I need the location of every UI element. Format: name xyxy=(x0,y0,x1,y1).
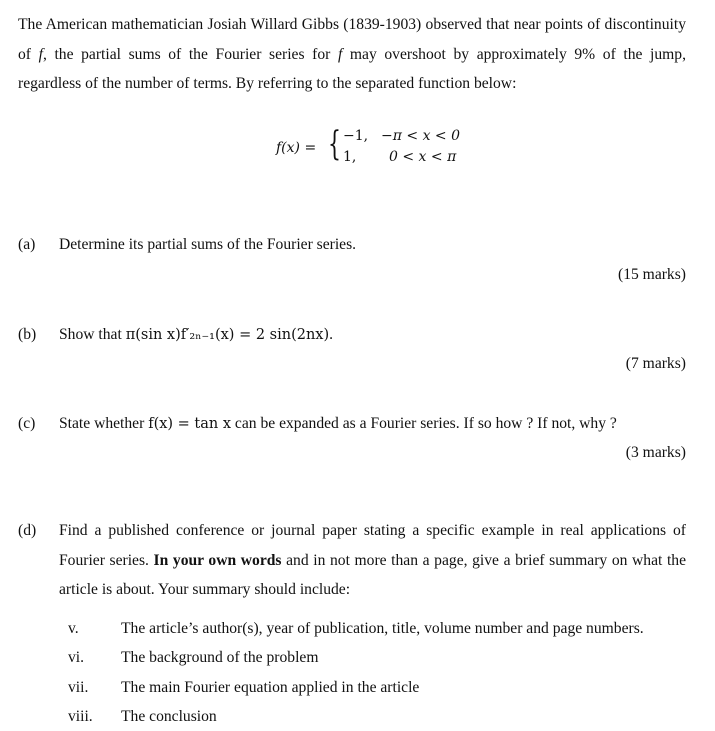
list-item-text: The conclusion xyxy=(121,708,217,725)
intro-text-1: The American mathematician Josiah Willard Gibbs (1839-1903) observed that near points of discontinuity of xyxy=(18,16,686,63)
question-b-prefix: Show that xyxy=(59,326,126,343)
intro-f-symbol-1: f xyxy=(38,45,43,63)
equation-lhs: f(x) = xyxy=(276,140,317,156)
intro-text-3: may overshoot by approximately 9% of the jump, regardless of the number of terms. By referring to the separated function below: xyxy=(18,45,686,92)
question-d-text-1: Find a published conference or journal paper stating a specific example in real applications of Fourier series. xyxy=(59,522,686,569)
question-b-suffix: . xyxy=(329,326,334,343)
equation-row1-condition: −π < x < 0 xyxy=(381,128,460,144)
intro-paragraph xyxy=(18,10,686,99)
list-item-number: v. xyxy=(68,620,79,637)
question-c-label: (c) xyxy=(18,415,36,432)
question-c-prefix: State whether xyxy=(59,415,149,432)
list-item-text: The main Fourier equation applied in the article xyxy=(121,679,420,696)
question-a-label: (a) xyxy=(18,236,36,253)
left-brace-icon: { xyxy=(328,124,341,164)
list-item-text: The article’s author(s), year of publication, title, volume number and page numbers. xyxy=(121,620,644,637)
equation-row1-value: −1, xyxy=(343,128,369,144)
question-c-math: f(x) = tan x xyxy=(148,416,232,432)
list-item-number: vii. xyxy=(68,679,89,696)
question-b-label: (b) xyxy=(18,326,37,343)
question-c-suffix: can be expanded as a Fourier series. If so how ? If not, why ? xyxy=(231,415,617,432)
question-b-math: π(sin x)f′₂ₙ₋₁(x) = 2 sin(2nx) xyxy=(125,327,330,343)
question-d-text xyxy=(59,516,686,605)
question-d-label: (d) xyxy=(18,522,37,539)
piecewise-equation xyxy=(0,124,715,172)
question-a-marks: (15 marks) xyxy=(618,266,686,283)
question-c-marks: (3 marks) xyxy=(625,444,686,461)
list-item-number: viii. xyxy=(68,708,93,725)
question-a-text: Determine its partial sums of the Fourier series. xyxy=(59,236,357,253)
intro-text-2: , the partial sums of the Fourier series for xyxy=(42,45,338,63)
question-b-text xyxy=(59,325,333,345)
question-b-marks: (7 marks) xyxy=(625,355,686,372)
question-c-text xyxy=(59,414,617,434)
question-d-bold: In your own words xyxy=(153,551,282,569)
intro-f-symbol-2: f xyxy=(337,45,343,63)
equation-row2-condition: 0 < x < π xyxy=(389,149,457,165)
list-item-text: The background of the problem xyxy=(121,649,319,666)
list-item-number: vi. xyxy=(68,649,85,666)
question-d-text-2: and in not more than a page, give a brief summary on what the article is about. Your summary should include: xyxy=(59,551,687,598)
equation-row2-value: 1, xyxy=(343,149,357,165)
